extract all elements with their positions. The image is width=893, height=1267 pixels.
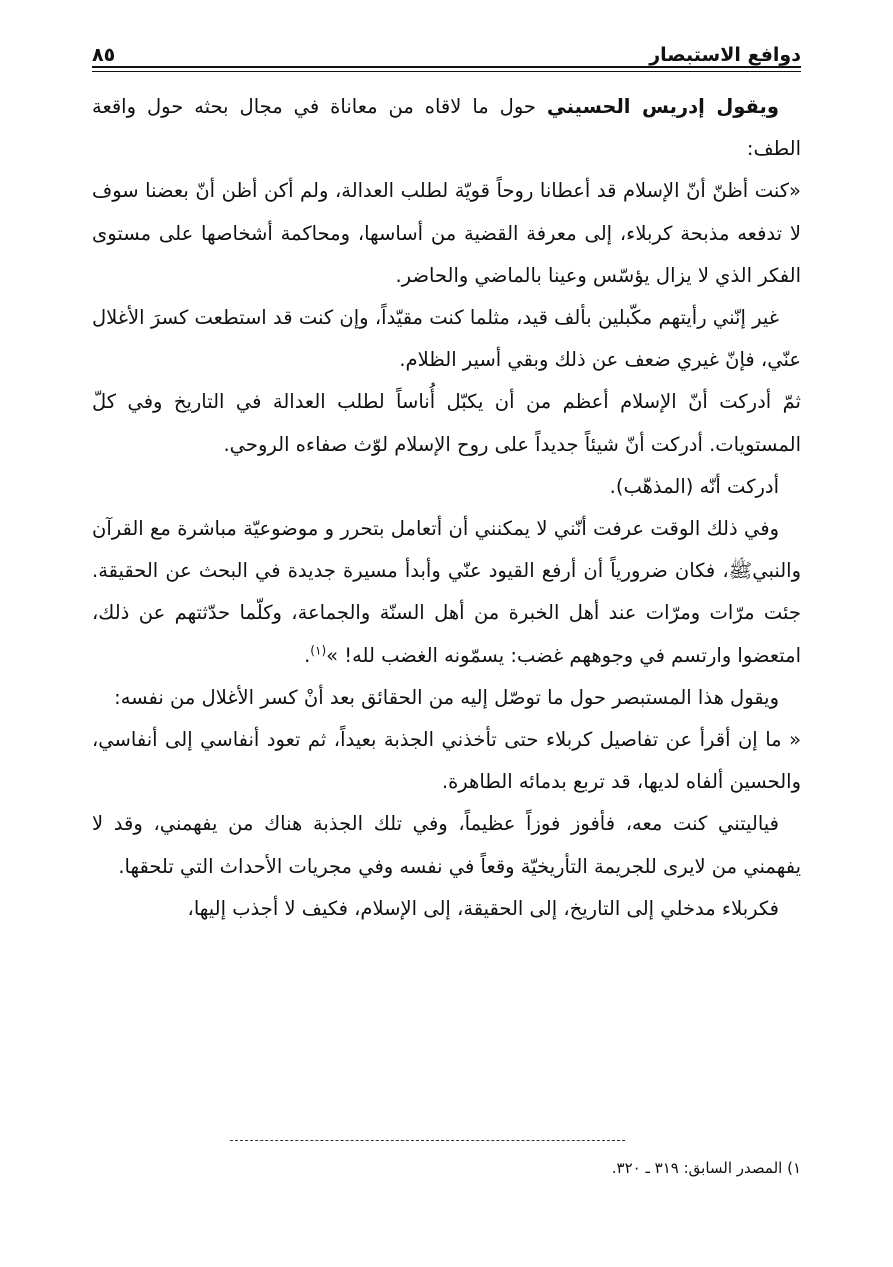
paragraph <box>92 86 801 170</box>
paragraph: أدركت أنّه (المذهّب). <box>609 474 779 498</box>
paragraph: ثمّ أدركت أنّ الإسلام أعظم من أن يكبّل أُناساً لطلب العدالة في التاريخ وفي كلّ المستويات. أدركت أنّ شيئاً جديداً على روح الإسلام لوّث صفاءه الروحي. <box>92 390 801 456</box>
paragraph: فياليتني كنت معه، فأفوز فوزاً عظيماً، وفي تلك الجذبة هناك من يفهمني، وقد لا يفهمني من لايرى للجريمة التأريخيّة وقعاً في نفسه وفي مجريات الأحداث التي تلحقها. <box>92 812 801 878</box>
header-rule <box>92 66 801 68</box>
body-text <box>92 86 801 930</box>
running-title: دوافع الاستبصار <box>649 44 801 66</box>
footnote-reference[interactable]: (١) <box>310 643 327 658</box>
paragraph-text: حول ما لاقاه من معاناة في مجال بحثه حول واقعة الطف: <box>92 95 801 161</box>
paragraph: ويقول هذا المستبصر حول ما توصّل إليه من الحقائق بعد أنْ كسر الأغلال من نفسه: <box>114 685 779 709</box>
paragraph: « ما إن أقرأ عن تفاصيل كربلاء حتى تأخذني الجذبة بعيداً، ثم تعود أنفاسي إلى أنفاسي، والحسين ألفاه لديها، قد تربع بدمائه الطاهرة. <box>92 728 801 794</box>
header-rule-thin <box>92 71 801 72</box>
footnote: ١) المصدر السابق: ٣١٩ ـ ٣٢٠. <box>611 1159 801 1177</box>
page-header <box>92 32 801 66</box>
paragraph: «كنت أظنّ أنّ الإسلام قد أعطانا روحاً قويّة لطلب العدالة، ولم أكن أظن أنّ بعضنا سوف لا تدفعه مذبحة كربلاء، إلى معرفة القضية من أساسها، ومحاكمة أشخاصها على مستوى الفكر الذي لا يزال يؤسّس وعينا بالماضي والحاضر. <box>92 179 801 287</box>
paragraph <box>92 508 801 677</box>
paragraph: فكربلاء مدخلي إلى التاريخ، إلى الحقيقة، إلى الإسلام، فكيف لا أجذب إليها، <box>187 896 779 920</box>
paragraph-end: . <box>304 643 311 667</box>
footnote-separator <box>230 1140 625 1141</box>
paragraph-text: وفي ذلك الوقت عرفت أنّني لا يمكنني أن أتعامل بتحرر و موضوعيّة مباشرة مع القرآن والنبيﷺ، فكان ضرورياً أن أرفع القيود عنّي وأبدأ مسيرة جديدة في البحث عن الحقيقة. جئت مرّات ومرّات عند أهل الخبرة من أهل السنّة والجماعة، وكلّما حدّثتهم عن ذلك، امتعضوا وارتسم في وجوههم غضب: يسمّونه الغضب لله! » <box>92 517 801 667</box>
paragraph: غير إنّني رأيتهم مكّبلين بألف قيد، مثلما كنت مقيّداً، وإن كنت قد استطعت كسرَ الأغلال عنّي، فإنّ غيري ضعف عن ذلك وبقي أسير الظلام. <box>92 306 801 372</box>
page-number: ٨٥ <box>92 44 116 66</box>
author-name: ويقول إدريس الحسيني <box>546 95 779 118</box>
